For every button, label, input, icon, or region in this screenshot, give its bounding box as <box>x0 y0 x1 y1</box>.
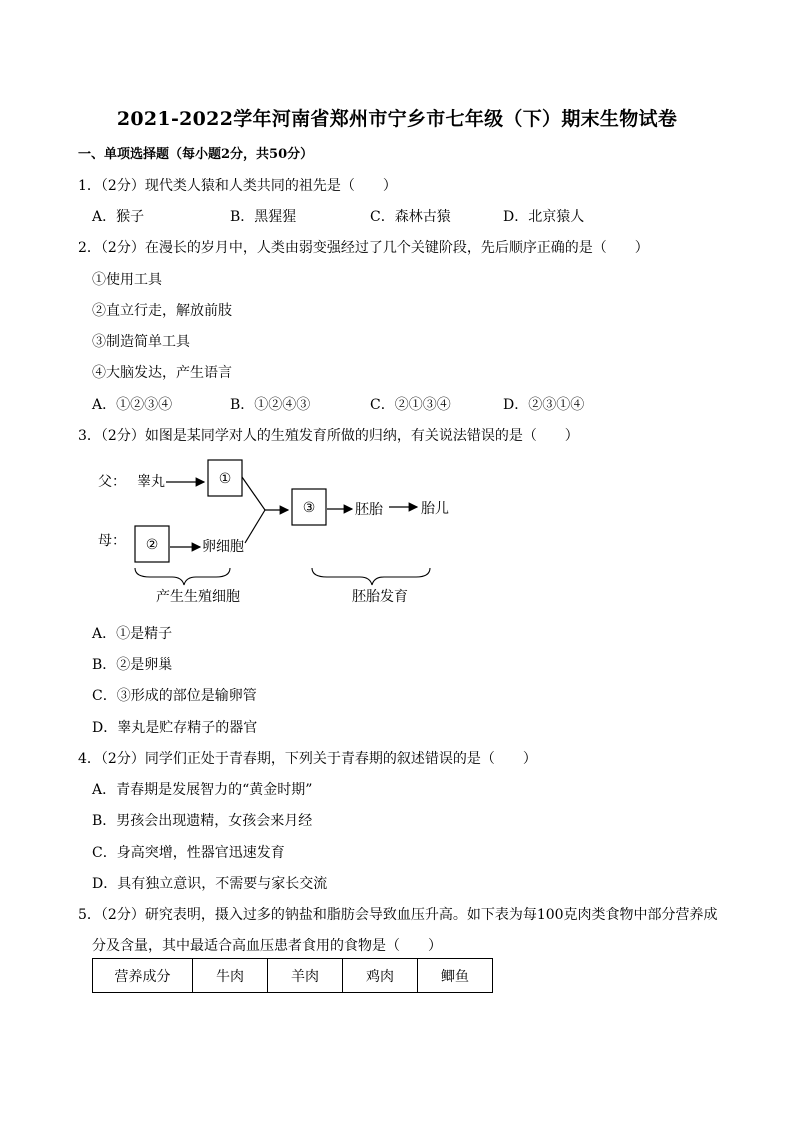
table-header-cell: 鸡肉 <box>343 959 418 993</box>
mother-label: 母： <box>98 533 126 549</box>
testis-label: 睾丸 <box>137 474 165 490</box>
father-label: 父： <box>98 474 126 490</box>
brace-left-label: 产生生殖细胞 <box>156 589 240 605</box>
question-2-item-4: ④大脑发达，产生语言 <box>92 365 232 381</box>
brace-left <box>135 568 230 585</box>
embryo-label: 胚胎 <box>355 502 383 518</box>
question-1-stem: 1．（2分）现代类人猿和人类共同的祖先是（ ） <box>78 178 397 194</box>
reproduction-diagram <box>90 455 490 615</box>
fetus-label: 胎儿 <box>421 501 449 517</box>
nutrition-table <box>92 958 493 993</box>
question-3-stem: 3．（2分）如图是某同学对人的生殖发育所做的归纳，有关说法错误的是（ ） <box>78 428 579 444</box>
question-3-option-b[interactable]: B．②是卵巢 <box>92 657 173 673</box>
table-header-cell: 营养成分 <box>93 959 193 993</box>
question-4-option-d[interactable]: D．具有独立意识，不需要与家长交流 <box>92 876 328 892</box>
question-3-option-d[interactable]: D．睾丸是贮存精子的器官 <box>92 720 258 736</box>
question-2-item-1: ①使用工具 <box>92 272 162 288</box>
brace-right <box>312 568 430 585</box>
box-1-label: ① <box>218 471 232 487</box>
page-title: 2021-2022学年河南省郑州市宁乡市七年级（下）期末生物试卷 <box>116 108 678 130</box>
question-2-item-3: ③制造简单工具 <box>92 334 190 350</box>
box-3-label: ③ <box>302 500 316 516</box>
question-2-option-b[interactable]: B．①②④③ <box>230 397 311 413</box>
question-1-option-d[interactable]: D．北京猿人 <box>503 209 585 225</box>
question-1-option-c[interactable]: C．森林古猿 <box>370 209 451 225</box>
question-4-option-a[interactable]: A．青春期是发展智力的“黄金时期” <box>92 782 313 798</box>
merge-line-top <box>242 477 265 510</box>
table-header-cell: 牛肉 <box>193 959 268 993</box>
box-2-label: ② <box>145 537 159 553</box>
question-4-option-c[interactable]: C．身高突增，性器官迅速发育 <box>92 845 285 861</box>
question-1-option-b[interactable]: B．黑猩猩 <box>230 209 297 225</box>
table-row <box>93 959 493 993</box>
question-5-stem-line1: 5．（2分）研究表明，摄入过多的钠盐和脂肪会导致血压升高。如下表为每100克肉类食物中部分营养成 <box>78 907 718 923</box>
question-4-stem: 4．（2分）同学们正处于青春期，下列关于青春期的叙述错误的是（ ） <box>78 751 537 767</box>
question-4-option-b[interactable]: B．男孩会出现遗精，女孩会来月经 <box>92 813 313 829</box>
egg-cell-label: 卵细胞 <box>202 539 244 555</box>
question-2-stem: 2．（2分）在漫长的岁月中，人类由弱变强经过了几个关键阶段，先后顺序正确的是（ ） <box>78 240 649 256</box>
question-3-option-c[interactable]: C．③形成的部位是输卵管 <box>92 688 257 704</box>
question-2-option-d[interactable]: D．②③①④ <box>503 397 585 413</box>
question-2-option-a[interactable]: A．①②③④ <box>92 397 173 413</box>
merge-line-bottom <box>245 510 265 543</box>
brace-right-label: 胚胎发育 <box>352 589 408 605</box>
question-2-option-c[interactable]: C．②①③④ <box>370 397 451 413</box>
question-2-item-2: ②直立行走，解放前肢 <box>92 303 232 319</box>
section-heading: 一、单项选择题（每小题2分，共50分） <box>78 147 314 162</box>
table-header-cell: 羊肉 <box>268 959 343 993</box>
table-header-cell: 鲫鱼 <box>418 959 493 993</box>
question-3-option-a[interactable]: A．①是精子 <box>92 626 173 642</box>
question-5-stem-line2: 分及含量，其中最适合高血压患者食用的食物是（ ） <box>92 938 442 954</box>
question-1-option-a[interactable]: A．猴子 <box>92 209 145 225</box>
